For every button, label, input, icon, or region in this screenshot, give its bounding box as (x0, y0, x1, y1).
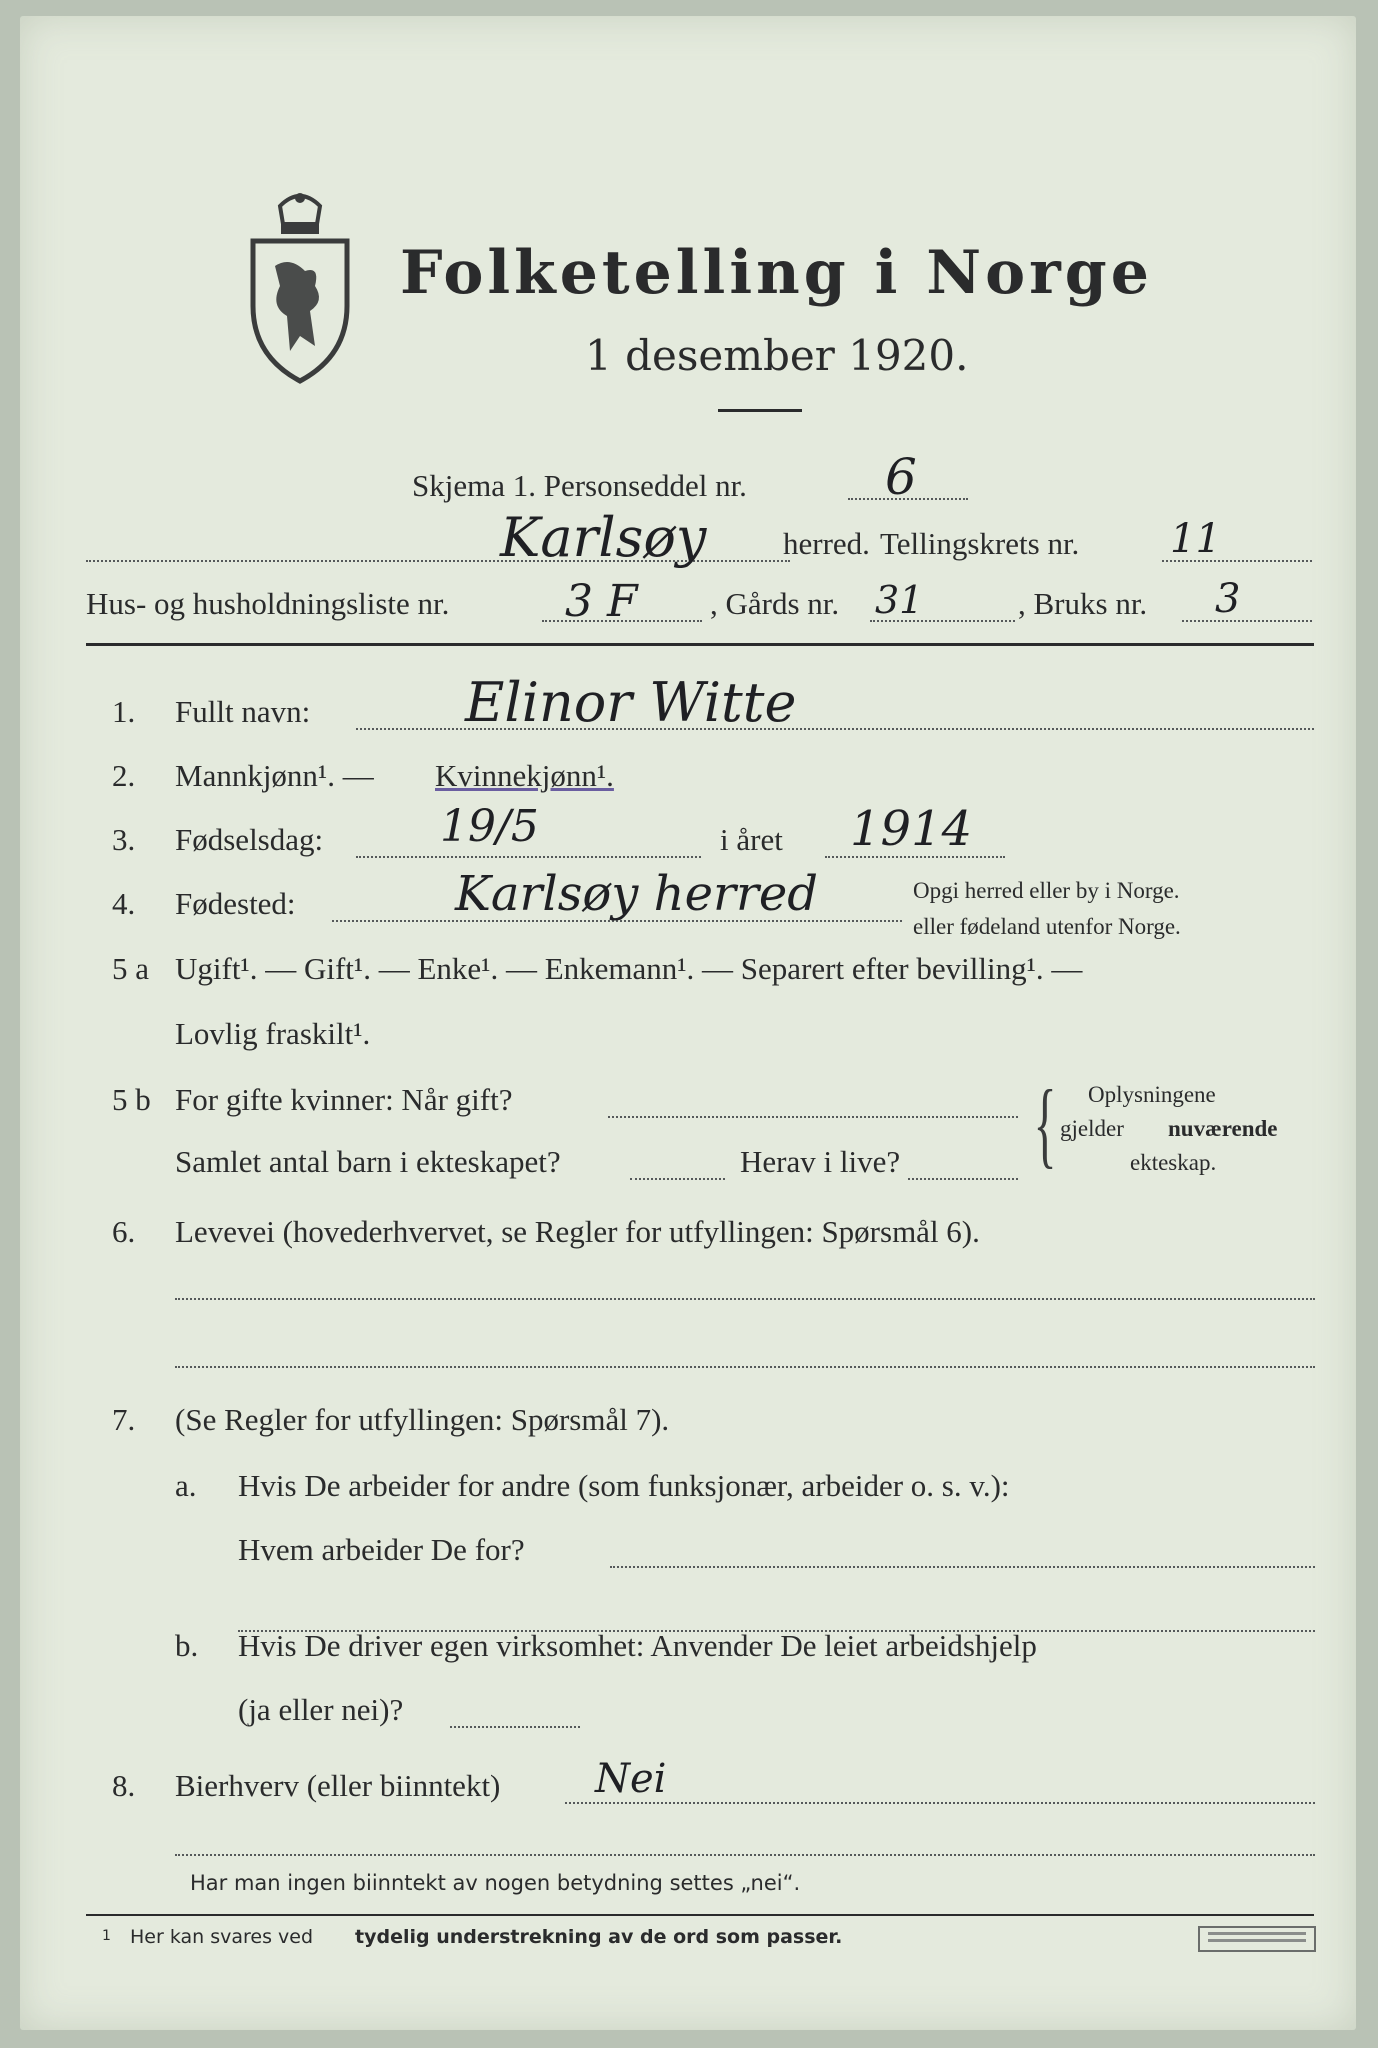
schema-label: Skjema 1. Personseddel nr. (412, 468, 747, 503)
q3-number: 3. (112, 822, 136, 857)
footer-note: Har man ingen biinntekt av nogen betydning settes „nei“. (190, 1871, 801, 1895)
bruks-line (1182, 620, 1312, 622)
herred-label: herred. (783, 526, 870, 561)
gards-value: 31 (875, 578, 924, 622)
tellingskrets-value: 11 (1170, 516, 1221, 562)
q3-year: 1914 (850, 801, 973, 857)
q1-label: Fullt navn: (175, 694, 311, 729)
footnote-number: 1 (102, 1928, 111, 1944)
household-label: Hus- og husholdningsliste nr. (86, 586, 450, 621)
q5b-married-line (608, 1116, 1018, 1118)
household-value: 3 F (565, 576, 638, 627)
q7a-line-1: Hvis De arbeider for andre (som funksjonær, arbeider o. s. v.): (238, 1468, 1010, 1503)
q5b-alive-label: Herav i live? (740, 1144, 901, 1179)
q2-number: 2. (112, 758, 136, 793)
footer-rule (86, 1914, 1314, 1916)
q6-line-2 (175, 1366, 1315, 1368)
q5b-note-2b: nuværende (1168, 1116, 1278, 1141)
q8-line-extra (175, 1854, 1315, 1856)
q5a-number: 5 a (112, 951, 150, 986)
q7a-number: a. (175, 1468, 197, 1503)
header-rule (86, 643, 1314, 646)
q4-answer: Karlsøy herred (455, 866, 819, 922)
q8-line (565, 1802, 1315, 1804)
q2-label-female: Kvinnekjønn¹. (435, 758, 614, 793)
q5b-line-1: For gifte kvinner: Når gift? (175, 1082, 513, 1117)
bruks-label: , Bruks nr. (1018, 586, 1148, 621)
footnote-text-a: Her kan svares ved (130, 1926, 314, 1948)
q3-label: Fødselsdag: (175, 822, 324, 857)
q5a-line-1: Ugift¹. — Gift¹. — Enke¹. — Enkemann¹. — Separert efter bevilling¹. — (175, 951, 1083, 986)
census-date: 1 desember 1920. (585, 331, 969, 380)
q4-note-1: Opgi herred eller by i Norge. (913, 878, 1180, 903)
q6-number: 6. (112, 1214, 136, 1249)
census-form (20, 16, 1356, 2030)
q7-number: 7. (112, 1402, 136, 1437)
schema-number: 6 (885, 448, 917, 506)
q7b-line-1: Hvis De driver egen virksomhet: Anvender De leiet arbeidshjelp (238, 1628, 1037, 1663)
q3-day: 19/5 (440, 801, 539, 852)
q6-line-1 (175, 1298, 1315, 1300)
q5b-number: 5 b (112, 1082, 151, 1117)
footnote-text-b: tydelig understrekning av de ord som passer. (355, 1926, 843, 1948)
bruks-value: 3 (1215, 576, 1241, 622)
q8-label: Bierhverv (eller biinntekt) (175, 1768, 501, 1803)
q8-answer: Nei (595, 1756, 667, 1802)
q4-label: Fødested: (175, 886, 296, 921)
q4-note-2: eller fødeland utenfor Norge. (913, 914, 1181, 939)
title-divider (718, 409, 802, 412)
q1-number: 1. (112, 694, 136, 729)
coat-of-arms-icon (245, 186, 355, 386)
q5b-children-label: Samlet antal barn i ekteskapet? (175, 1144, 561, 1179)
q7b-line-2: (ja eller nei)? (238, 1692, 404, 1727)
herred-value: Karlsøy (500, 506, 707, 569)
q7a-line-2: Hvem arbeider De for? (238, 1532, 525, 1567)
q7-label: (Se Regler for utfyllingen: Spørsmål 7). (175, 1402, 670, 1437)
q5b-children-line (630, 1178, 725, 1180)
q1-answer: Elinor Witte (465, 671, 797, 734)
q5b-alive-line (908, 1178, 1018, 1180)
q6-label: Levevei (hovederhvervet, se Regler for utfyllingen: Spørsmål 6). (175, 1214, 980, 1249)
q5a-line-2: Lovlig fraskilt¹. (175, 1016, 371, 1051)
q7b-line (450, 1726, 580, 1728)
gards-label: , Gårds nr. (710, 586, 840, 621)
q5b-brace: { (1033, 1070, 1057, 1177)
q3-day-line (356, 856, 701, 858)
q5b-note-1: Oplysningene (1088, 1082, 1216, 1107)
q3-year-label: i året (720, 822, 783, 857)
q8-number: 8. (112, 1768, 136, 1803)
q7a-line (610, 1566, 1315, 1568)
printer-stamp (1198, 1926, 1316, 1952)
form-title: Folketelling i Norge (400, 238, 1153, 308)
q7b-number: b. (175, 1628, 199, 1663)
tellingskrets-label: Tellingskrets nr. (880, 526, 1080, 561)
q5b-note-3: ekteskap. (1130, 1150, 1217, 1175)
q5b-note-2a: gjelder (1060, 1116, 1124, 1141)
q2-label-male: Mannkjønn¹. — (175, 758, 374, 793)
q4-number: 4. (112, 886, 136, 921)
